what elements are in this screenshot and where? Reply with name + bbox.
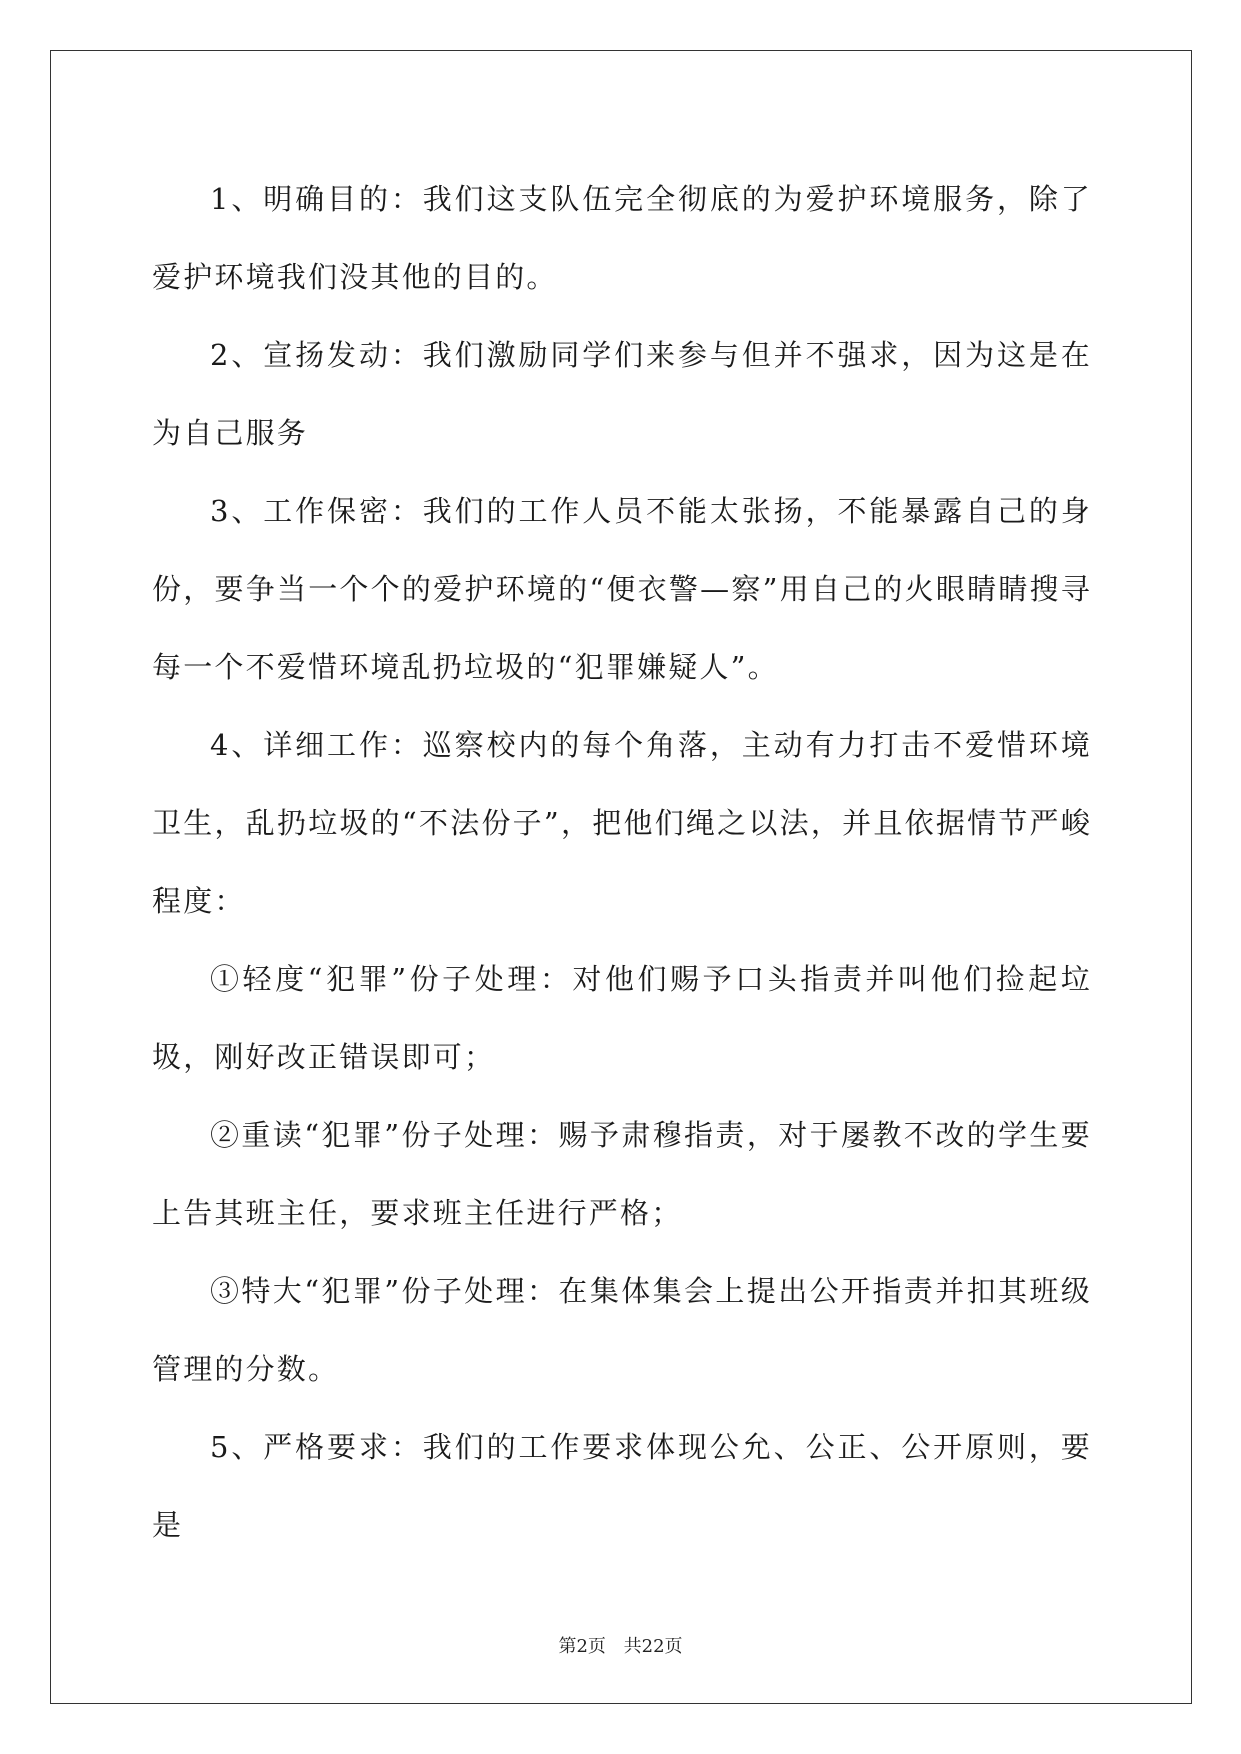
paragraph-8: 5、严格要求：我们的工作要求体现公允、公正、公开原则，要是 xyxy=(152,1430,1092,1542)
paragraph-3: 3、工作保密：我们的工作人员不能太张扬，不能暴露自己的身份，要争当一个个的爱护环境的“便衣警—察”用自己的火眼睛睛搜寻每一个不爱惜环境乱扔垃圾的“犯罪嫌疑人”。 xyxy=(152,494,1092,684)
page-footer xyxy=(0,1632,1241,1658)
page-total: 共22页 xyxy=(623,1636,683,1657)
paragraph-7: ③特大“犯罪”份子处理：在集体集会上提出公开指责并扣其班级管理的分数。 xyxy=(152,1274,1092,1386)
paragraph-2: 2、宣扬发动：我们激励同学们来参与但并不强求，因为这是在为自己服务 xyxy=(152,338,1092,450)
page-number: 第2页 xyxy=(558,1636,606,1657)
paragraph-1: 1、明确目的：我们这支队伍完全彻底的为爱护环境服务，除了爱护环境我们没其他的目的。 xyxy=(152,182,1092,294)
paragraph-5: ①轻度“犯罪”份子处理：对他们赐予口头指责并叫他们捡起垃圾，刚好改正错误即可； xyxy=(152,962,1092,1074)
document-body xyxy=(152,160,1092,1564)
paragraph-6: ②重读“犯罪”份子处理：赐予肃穆指责，对于屡教不改的学生要上告其班主任，要求班主任进行严格； xyxy=(152,1118,1092,1230)
paragraph-4: 4、详细工作：巡察校内的每个角落，主动有力打击不爱惜环境卫生，乱扔垃圾的“不法份子”，把他们绳之以法，并且依据情节严峻程度： xyxy=(152,728,1092,918)
